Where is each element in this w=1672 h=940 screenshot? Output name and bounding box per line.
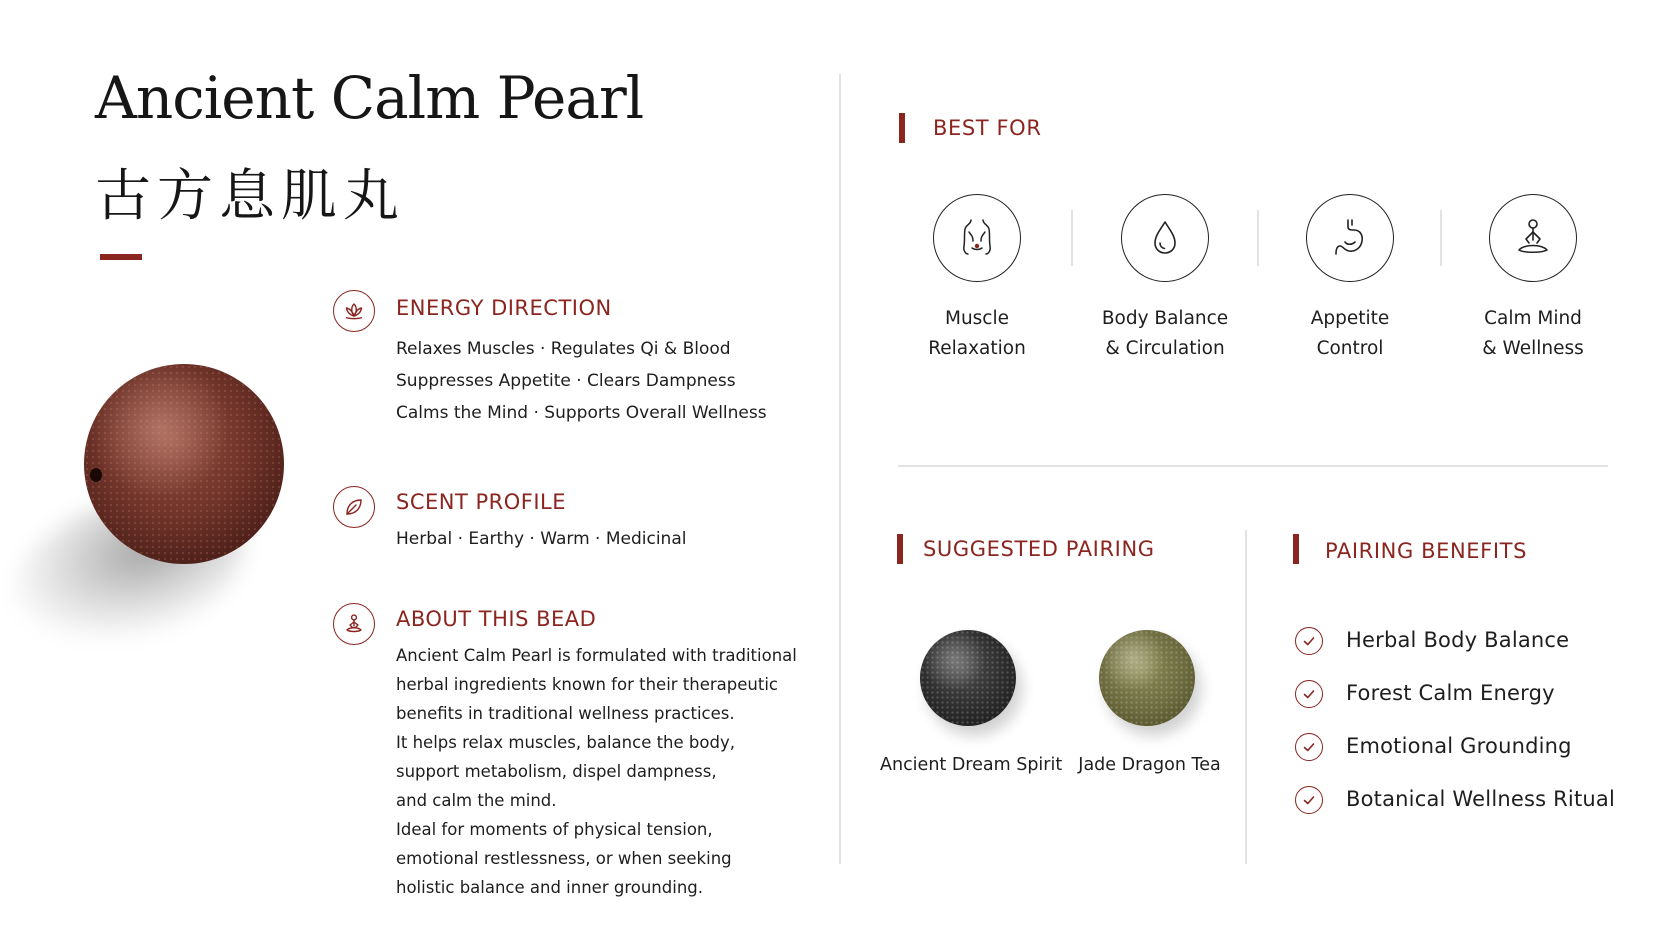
about-line: benefits in traditional wellness practices.	[396, 704, 735, 723]
scent-line: Herbal · Earthy · Warm · Medicinal	[396, 529, 687, 549]
about-line: Ancient Calm Pearl is formulated with traditional	[396, 646, 797, 665]
section-divider	[898, 465, 1608, 467]
droplet-icon	[1121, 194, 1209, 282]
best-for-separator	[1440, 210, 1442, 266]
pairing-bead-dark	[920, 630, 1016, 726]
energy-heading: ENERGY DIRECTION	[396, 296, 612, 320]
column-divider	[839, 74, 841, 864]
best-for-item-label: Calm Mind & Wellness	[1482, 308, 1584, 359]
benefits-accent-bar	[1293, 534, 1299, 564]
energy-line: Suppresses Appetite · Clears Dampness	[396, 371, 736, 391]
about-line: herbal ingredients known for their therapeutic	[396, 675, 778, 694]
product-bead-image	[0, 350, 300, 690]
lotus-icon	[333, 290, 375, 332]
scent-heading: SCENT PROFILE	[396, 490, 566, 514]
best-for-separator	[1071, 210, 1073, 266]
pairing-accent-bar	[897, 534, 903, 564]
benefit-item: Emotional Grounding	[1346, 734, 1572, 758]
about-line: and calm the mind.	[396, 791, 557, 810]
pairing-bead-green	[1099, 630, 1195, 726]
product-title-zh: 古方息肌丸	[95, 164, 405, 229]
check-icon	[1295, 733, 1323, 761]
about-line: holistic balance and inner grounding.	[396, 878, 703, 897]
benefit-item: Herbal Body Balance	[1346, 628, 1570, 652]
meditation-icon	[333, 603, 375, 645]
check-icon	[1295, 786, 1323, 814]
best-for-item-label: Appetite Control	[1310, 308, 1390, 359]
product-title-en: Ancient Calm Pearl	[95, 64, 644, 132]
about-line: It helps relax muscles, balance the body,	[396, 733, 735, 752]
leaf-icon	[333, 486, 375, 528]
benefits-heading: PAIRING BENEFITS	[1325, 539, 1528, 563]
bead-sphere	[84, 364, 284, 564]
check-icon	[1295, 680, 1323, 708]
about-line: support metabolism, dispel dampness,	[396, 762, 717, 781]
stomach-icon	[1306, 194, 1394, 282]
energy-line: Calms the Mind · Supports Overall Wellness	[396, 403, 767, 423]
bead-hole	[90, 468, 102, 482]
best-for-accent-bar	[899, 113, 905, 143]
about-heading: ABOUT THIS BEAD	[396, 607, 597, 631]
title-accent-bar	[100, 254, 142, 260]
pairing-item-label: Jade Dragon Tea	[1078, 755, 1221, 775]
about-paragraph	[396, 641, 797, 902]
best-for-separator	[1257, 210, 1259, 266]
best-for-item-label: Body Balance & Circulation	[1101, 308, 1229, 359]
benefit-item: Forest Calm Energy	[1346, 681, 1555, 705]
energy-line: Relaxes Muscles · Regulates Qi & Blood	[396, 339, 731, 359]
pairing-heading: SUGGESTED PAIRING	[923, 537, 1155, 561]
meditation-icon	[1489, 194, 1577, 282]
body-icon	[933, 194, 1021, 282]
pairing-divider	[1245, 530, 1247, 864]
pairing-item-label: Ancient Dream Spirit	[880, 755, 1063, 775]
check-icon	[1295, 627, 1323, 655]
about-line: emotional restlessness, or when seeking	[396, 849, 732, 868]
about-line: Ideal for moments of physical tension,	[396, 820, 713, 839]
best-for-heading: BEST FOR	[933, 116, 1042, 140]
best-for-item-label: Muscle Relaxation	[928, 308, 1026, 359]
benefit-item: Botanical Wellness Ritual	[1346, 787, 1616, 811]
